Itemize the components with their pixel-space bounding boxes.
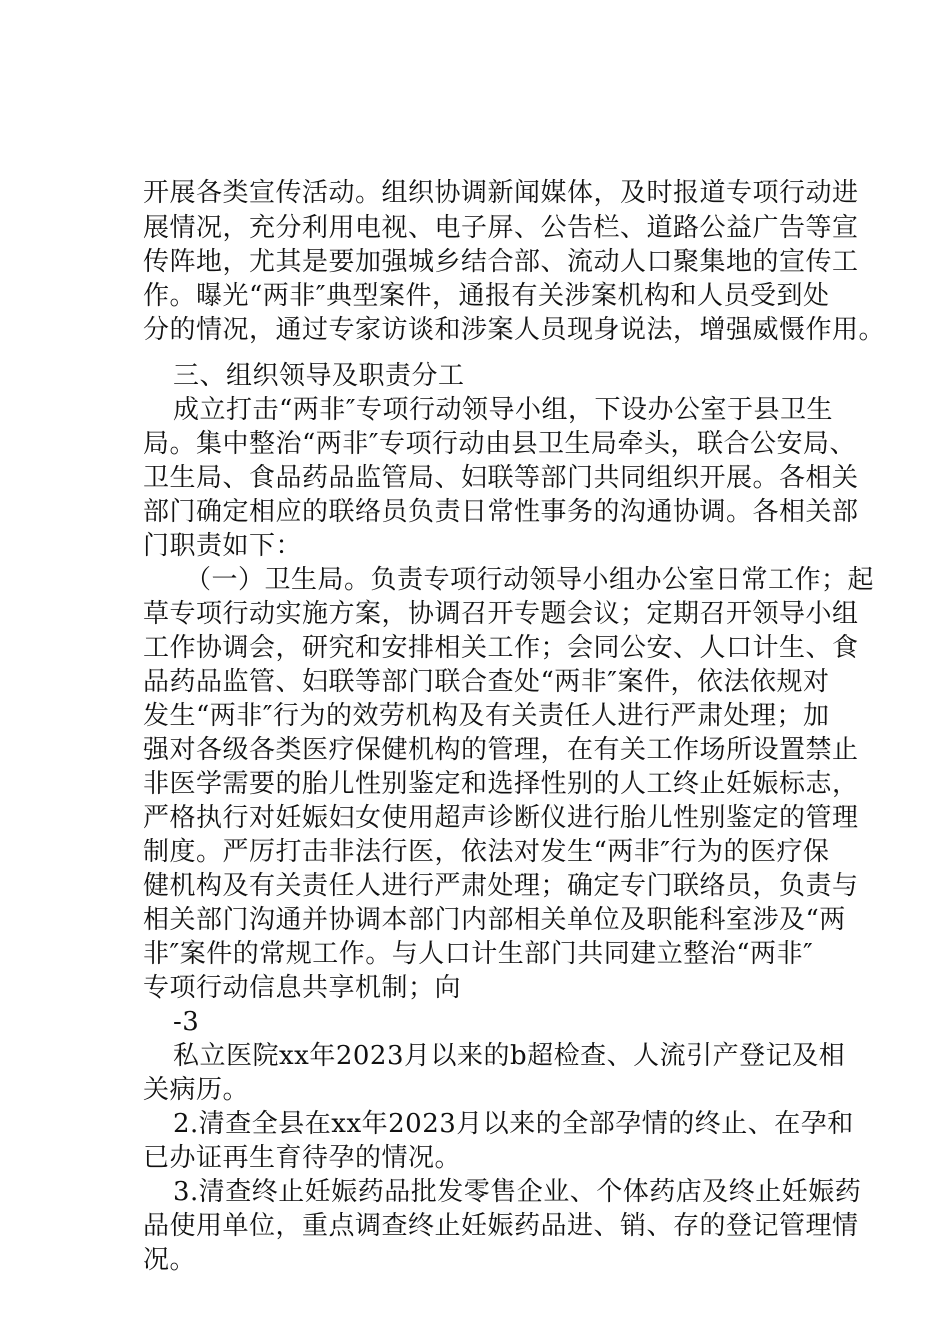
paragraph-line: 健机构及有关责任人进行严肃处理；确定专门联络员，负责与 [143, 871, 859, 901]
paragraph-line: 专项行动信息共享机制；向 [143, 973, 462, 1003]
paragraph-line: 分的情况，通过专家访谈和涉案人员现身说法，增强威慑作用。 [143, 315, 886, 345]
paragraph-line: （一）卫生局。负责专项行动领导小组办公室日常工作；起 [185, 565, 875, 595]
paragraph-line: 关病历。 [143, 1075, 250, 1105]
paragraph-line: 成立打击“两非″专项行动领导小组，下设办公室于县卫生 [173, 395, 834, 425]
paragraph-line: 制度。严厉打击非法行医，依法对发生“两非″行为的医疗保 [143, 837, 830, 867]
paragraph-line: 严格执行对妊娠妇女使用超声诊断仪进行胎儿性别鉴定的管理 [143, 803, 859, 833]
paragraph-line: 品药品监管、妇联等部门联合查处“两非″案件，依法依规对 [143, 667, 830, 697]
paragraph-line: 相关部门沟通并协调本部门内部相关单位及职能科室涉及“两 [143, 905, 846, 935]
paragraph-line: 发生“两非″行为的效劳机构及有关责任人进行严肃处理；加 [143, 701, 830, 731]
paragraph-line: 私立医院xx年2023月以来的b超检查、人流引产登记及相 [173, 1041, 846, 1071]
paragraph-line: 展情况，充分利用电视、电子屏、公告栏、道路公益广告等宣 [143, 213, 859, 243]
paragraph-line: 卫生局、食品药品监管局、妇联等部门共同组织开展。各相关 [143, 463, 859, 493]
paragraph-line: 开展各类宣传活动。组织协调新闻媒体，及时报道专项行动进 [143, 178, 859, 208]
page-number: -3 [173, 1007, 200, 1037]
paragraph-line: 强对各级各类医疗保健机构的管理，在有关工作场所设置禁止 [143, 735, 859, 765]
paragraph-line: 品使用单位，重点调查终止妊娠药品进、销、存的登记管理情 [143, 1211, 859, 1241]
paragraph-line: 3.清查终止妊娠药品批发零售企业、个体药店及终止妊娠药 [173, 1177, 862, 1207]
paragraph-line: 非″案件的常规工作。与人口计生部门共同建立整治“两非″ [143, 939, 814, 969]
paragraph-line: 部门确定相应的联络员负责日常性事务的沟通协调。各相关部 [143, 497, 859, 527]
paragraph-line: 草专项行动实施方案，协调召开专题会议；定期召开领导小组 [143, 599, 859, 629]
paragraph-line: 2.清查全县在xx年2023月以来的全部孕情的终止、在孕和 [173, 1109, 854, 1139]
paragraph-line: 传阵地，尤其是要加强城乡结合部、流动人口聚集地的宣传工 [143, 247, 859, 277]
paragraph-line: 作。曝光“两非″典型案件，通报有关涉案机构和人员受到处 [143, 281, 830, 311]
paragraph-line: 况。 [143, 1245, 197, 1275]
paragraph-line: 局。集中整治“两非″专项行动由县卫生局牵头，联合公安局、 [143, 429, 857, 459]
paragraph-line: 非医学需要的胎儿性别鉴定和选择性别的人工终止妊娠标志， [143, 769, 859, 799]
section-heading: 三、组织领导及职责分工 [173, 361, 465, 391]
paragraph-line: 已办证再生育待孕的情况。 [143, 1143, 462, 1173]
paragraph-line: 工作协调会，研究和安排相关工作；会同公安、人口计生、食 [143, 633, 859, 663]
paragraph-line: 门职责如下： [143, 531, 303, 561]
